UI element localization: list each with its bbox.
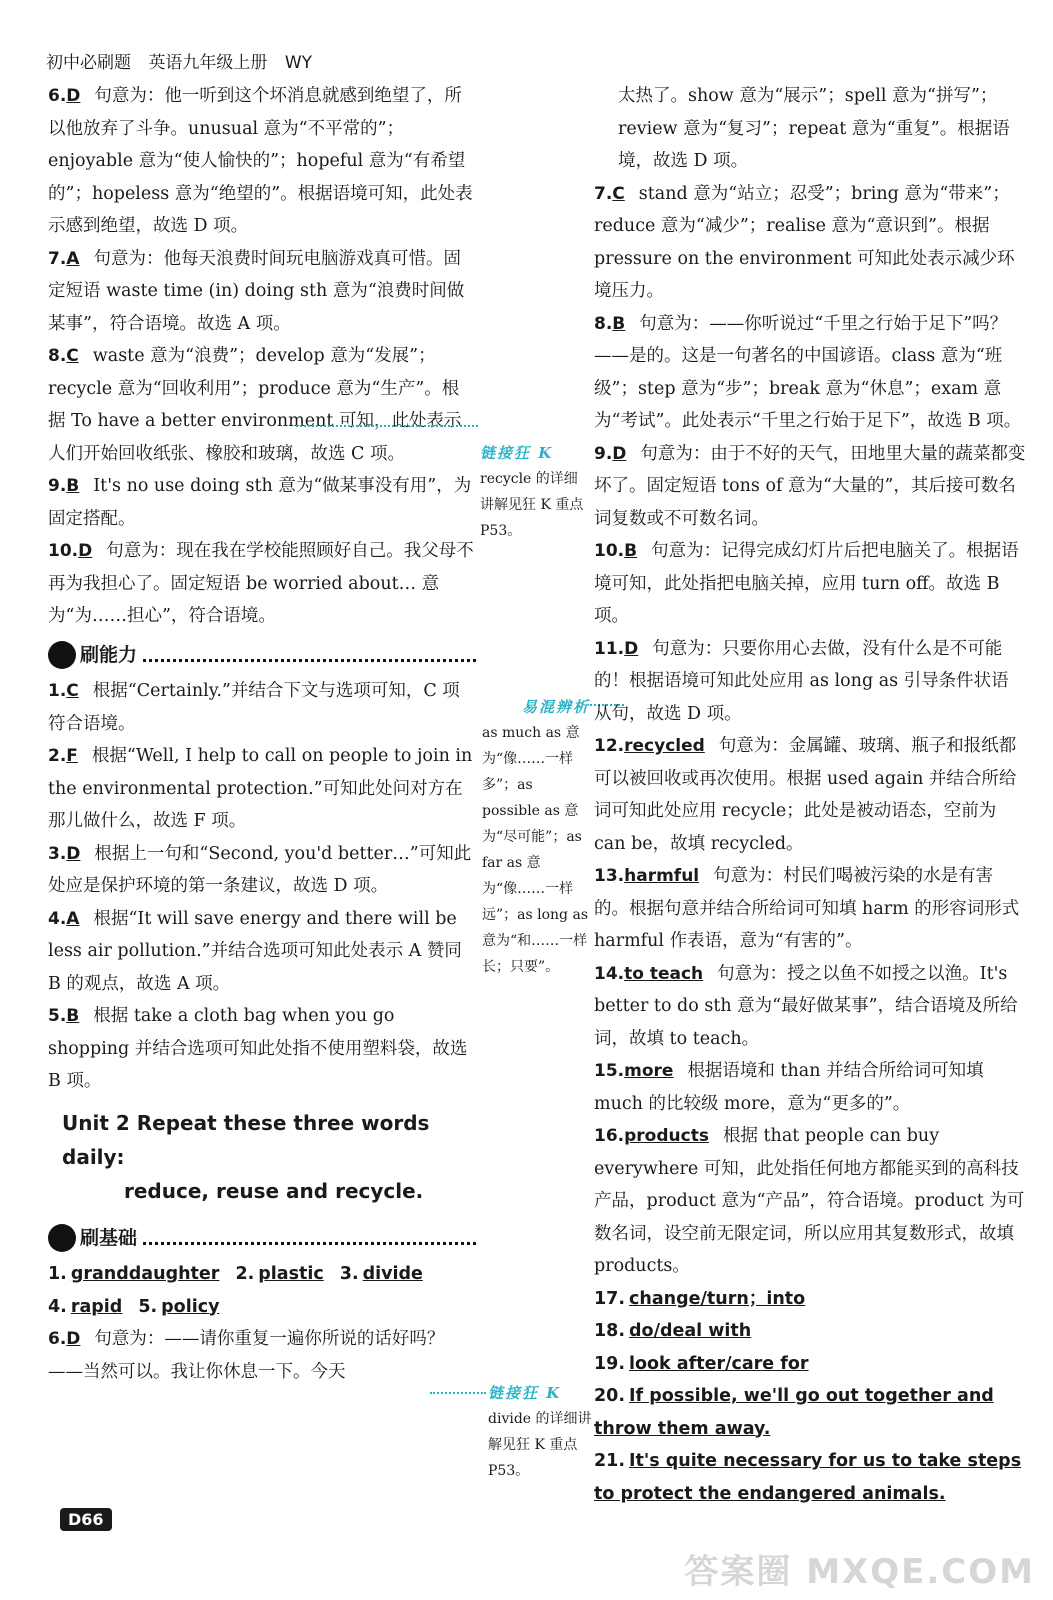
item-number: 21. [594, 1451, 626, 1471]
item-answer: F [66, 746, 78, 766]
item-answer: D [624, 638, 639, 659]
item-answer: B [624, 541, 638, 561]
item-explanation: 句意为：村民们喝被污染的水是有害的。根据句意并结合所给词可知填 harm 的形容词形式 harmful 作表语，意为“有害的”。 [594, 866, 1020, 951]
item-answer: to teach [624, 963, 704, 984]
item-number: 8. [594, 313, 613, 334]
note-text: as much as 意为“像……一样多”；as possible as 意为“尽可能”；as far as 意为“像……一样远”；as long as 意为“和……一样长；只要”。 [482, 725, 589, 975]
item-explanation: 句意为：现在我在学校能照顾好自己。我父母不再为我担心了。固定短语 be worried about… 意为“为……担心”，符合语境。 [48, 541, 474, 626]
answer-item [594, 308, 1026, 438]
item-answer: products [624, 1126, 709, 1146]
item-number: 7. [48, 248, 67, 269]
watermark: 答案圈 MXQE.COM [684, 1552, 1035, 1592]
short-answer [594, 1380, 1026, 1445]
section-heading-ability [48, 639, 476, 672]
side-note-recycle [480, 440, 588, 544]
item-explanation: 根据“It will save energy and there will be less air pollution.”并结合选项可知此处表示 A 赞同 B 的观点，故选 A 项。 [48, 908, 462, 994]
item-number: 3. [48, 843, 67, 864]
item-number: 2. [48, 746, 67, 766]
short-answer [594, 1315, 1026, 1348]
answer-item [48, 243, 476, 341]
item-answer: D [66, 1329, 81, 1349]
answer-list [48, 1323, 476, 1388]
short-answer [594, 1283, 1026, 1316]
note-tag: 链接狂 K [488, 1384, 562, 1402]
note-text: recycle 的详细讲解见狂 K 重点 P53。 [480, 471, 584, 539]
item-number: 20. [594, 1386, 626, 1406]
item-number: 1. [48, 1264, 67, 1284]
answer-item [48, 470, 476, 535]
book-title: 初中必刷题 [46, 53, 131, 73]
brush-icon [48, 1224, 76, 1252]
item-explanation: 句意为：由于不好的天气，田地里大量的蔬菜都变坏了。固定短语 tons of 意为“大量的”，其后接可数名词复数或不可数名词。 [594, 443, 1026, 529]
note-arrow [430, 1392, 486, 1394]
item-explanation: It's no use doing sth 意为“做某事没有用”，为固定搭配。 [48, 476, 472, 529]
item-number: 5. [48, 1006, 67, 1026]
unit-title: Unit 2 Repeat these three words daily: [62, 1110, 430, 1169]
left-column [48, 80, 476, 1388]
item-number: 18. [594, 1321, 626, 1341]
answer-list [48, 675, 476, 1098]
answer-item [48, 340, 476, 470]
section-heading-basics [48, 1222, 476, 1255]
unit-subtitle: reduce, reuse and recycle. [124, 1178, 424, 1203]
item-explanation: 句意为：授之以鱼不如授之以渔。It's better to do sth 意为“最好做某事”，结合语境及所给词，故填 to teach。 [594, 963, 1018, 1049]
answer-item [48, 535, 476, 633]
answer-item [48, 80, 476, 243]
item-answer: C [66, 346, 79, 366]
vocab-line [48, 1258, 476, 1291]
short-answer-list [594, 1283, 1026, 1511]
item-explanation: 根据“Certainly.”并结合下文与选项可知，C 项符合语境。 [48, 681, 460, 734]
answer-item [48, 903, 476, 1001]
item-answer: harmful [624, 866, 700, 886]
item-explanation: 句意为：他每天浪费时间玩电脑游戏真可惜。固定短语 waste time (in) doing sth 意为“浪费时间做某事”，符合语境。故选 A 项。 [48, 248, 465, 334]
item-number: 7. [594, 183, 613, 204]
short-answer [594, 1445, 1026, 1510]
short-answer [594, 1348, 1026, 1381]
edition-label: WY [284, 53, 313, 73]
item-answer: D [612, 443, 627, 464]
item-number: 15. [594, 1061, 625, 1081]
item-answer: D [66, 86, 81, 106]
brush-icon [48, 641, 76, 669]
item-number: 19. [594, 1353, 626, 1374]
short-answer [48, 1297, 122, 1317]
continued-text: 太热了。show 意为“展示”；spell 意为“拼写”；review 意为“复习”；repeat 意为“重复”。根据语境，故选 D 项。 [618, 86, 1010, 171]
answer-item [48, 740, 476, 838]
item-answer: If possible, we'll go out together and throw them away. [594, 1386, 994, 1439]
item-number: 3. [339, 1264, 359, 1284]
item-number: 13. [594, 866, 625, 886]
item-answer: D [66, 843, 81, 864]
item-answer: B [66, 476, 80, 496]
item-answer: A [66, 908, 80, 929]
section-title: 刷能力 [80, 643, 138, 666]
answer-item [594, 438, 1026, 536]
item-answer: granddaughter [70, 1264, 220, 1284]
item-number: 6. [48, 1329, 67, 1349]
note-arrow [296, 425, 478, 427]
item-number: 4. [48, 908, 67, 929]
short-answer [48, 1264, 219, 1284]
answer-item [48, 1323, 476, 1388]
item-answer: C [66, 681, 79, 701]
item-number: 10. [594, 541, 625, 561]
divider [143, 1230, 476, 1245]
item-number: 2. [235, 1264, 255, 1284]
item-explanation: 句意为：记得完成幻灯片后把电脑关了。根据语境可知，此处指把电脑关掉，应用 turn off。故选 B 项。 [594, 541, 1019, 626]
answer-item [594, 1120, 1026, 1283]
page-header [46, 48, 324, 73]
item-answer: look after/care for [629, 1353, 809, 1374]
item-explanation: 句意为：只要你用心去做，没有什么是不可能的！根据语境可知此处应用 as long as 引导条件状语从句，故选 D 项。 [594, 638, 1009, 724]
item-answer: It's quite necessary for us to take steps to protect the endangered animals. [594, 1451, 1022, 1504]
item-number: 9. [48, 476, 67, 496]
item-explanation: 根据“Well, I help to call on people to join in the environmental protection.”可知此处问对方在那儿做什么，故选 F 项。 [48, 746, 473, 831]
item-number: 9. [594, 443, 613, 464]
section-title: 刷基础 [80, 1226, 138, 1249]
item-number: 14. [594, 963, 625, 984]
item-answer: change/turn；into [629, 1288, 806, 1309]
answer-item [594, 958, 1026, 1056]
item-answer: rapid [70, 1296, 123, 1317]
answer-item [48, 1000, 476, 1098]
page-number: D66 [60, 1508, 112, 1531]
item-explanation: 句意为：金属罐、玻璃、瓶子和报纸都可以被回收或再次使用。根据 used again 并结合所给词可知此处应用 recycle；此处是被动语态，空前为 can be，故填 recycled。 [594, 736, 1017, 854]
vocab-line [48, 1291, 476, 1324]
item-number: 10. [48, 541, 79, 561]
answer-item [594, 178, 1026, 308]
item-explanation: 句意为：——请你重复一遍你所说的话好吗？——当然可以。我让你休息一下。今天 [48, 1329, 445, 1382]
item-answer: do/deal with [629, 1321, 752, 1341]
item-number: 17. [594, 1288, 626, 1309]
item-number: 11. [594, 638, 625, 659]
item-explanation: stand 意为“站立；忍受”；bring 意为“带来”；reduce 意为“减少”；realise 意为“意识到”。根据 pressure on the environment 可知此处表示减少环境压力。 [594, 183, 1015, 301]
item-explanation: waste 意为“浪费”；develop 意为“发展”；recycle 意为“回收利用”；produce 意为“生产”。根据 To have a better environment 可知，此处表示人们开始回收纸张、橡胶和玻璃，故选 C 项。 [48, 346, 462, 464]
item-number: 5. [138, 1296, 158, 1317]
item-number: 1. [48, 681, 67, 701]
item-answer: D [78, 541, 93, 561]
answer-item [48, 838, 476, 903]
item-number: 16. [594, 1126, 625, 1146]
subject-title: 英语九年级上册 [148, 53, 268, 73]
item-number: 6. [48, 86, 67, 106]
answer-item [594, 730, 1026, 860]
answer-item [594, 1055, 1026, 1120]
answer-item [594, 633, 1026, 731]
side-note-divide [488, 1380, 592, 1484]
answer-item [594, 535, 1026, 633]
item-answer: C [612, 183, 625, 204]
note-text: divide 的详细讲解见狂 K 重点 P53。 [488, 1411, 592, 1479]
short-answer [138, 1297, 219, 1317]
note-tag: 链接狂 K [480, 444, 554, 462]
item-explanation: 根据 take a cloth bag when you go shopping 并结合选项可知此处指不使用塑料袋，故选 B 项。 [48, 1006, 468, 1091]
answer-list [594, 178, 1026, 1283]
item-explanation: 根据上一句和“Second, you'd better…”可知此处应是保护环境的第一条建议，故选 D 项。 [48, 843, 472, 896]
answer-item [594, 860, 1026, 958]
item-answer: divide [362, 1264, 423, 1284]
item-answer: B [66, 1006, 80, 1026]
divider [143, 647, 476, 662]
item-answer: policy [161, 1296, 220, 1317]
item-number: 4. [48, 1296, 67, 1317]
item-explanation: 句意为：他一听到这个坏消息就感到绝望了，所以他放弃了斗争。unusual 意为“不平常的”；enjoyable 意为“使人愉快的”；hopeful 意为“有希望的”；hopeless 意为“绝望的”。根据语境可知，此处表示感到绝望，故选 D 项。 [48, 86, 473, 236]
note-tag: 易混辨析 [521, 698, 590, 716]
item-answer: more [624, 1061, 674, 1081]
item-number: 12. [594, 736, 625, 756]
right-column [594, 80, 1026, 1510]
item-explanation: 根据 that people can buy everywhere 可知，此处指任何地方都能买到的高科技产品，product 意为“产品”，符合语境。product 为可数名词，设空前无限定词，所以应用其复数形式，故填 products。 [594, 1126, 1025, 1276]
answer-item [48, 675, 476, 740]
item-answer: A [66, 248, 80, 269]
answer-list [48, 80, 476, 633]
item-answer: B [612, 313, 626, 334]
unit-heading [62, 1106, 476, 1208]
item-answer: plastic [258, 1264, 324, 1284]
item-number: 8. [48, 346, 67, 366]
item-answer: recycled [624, 736, 705, 756]
item-explanation: 句意为：——你听说过“千里之行始于足下”吗？——是的。这是一句著名的中国谚语。class 意为“班级”；step 意为“步”；break 意为“休息”；exam 意为“考试”。此处表示“千里之行始于足下”，故选 B 项。 [594, 313, 1022, 431]
short-answer [235, 1264, 323, 1284]
item-explanation: 根据语境和 than 并结合所给词可知填 much 的比较级 more，意为“更多的”。 [594, 1061, 984, 1114]
side-note-easily-confused [482, 694, 590, 980]
short-answer [340, 1264, 423, 1284]
